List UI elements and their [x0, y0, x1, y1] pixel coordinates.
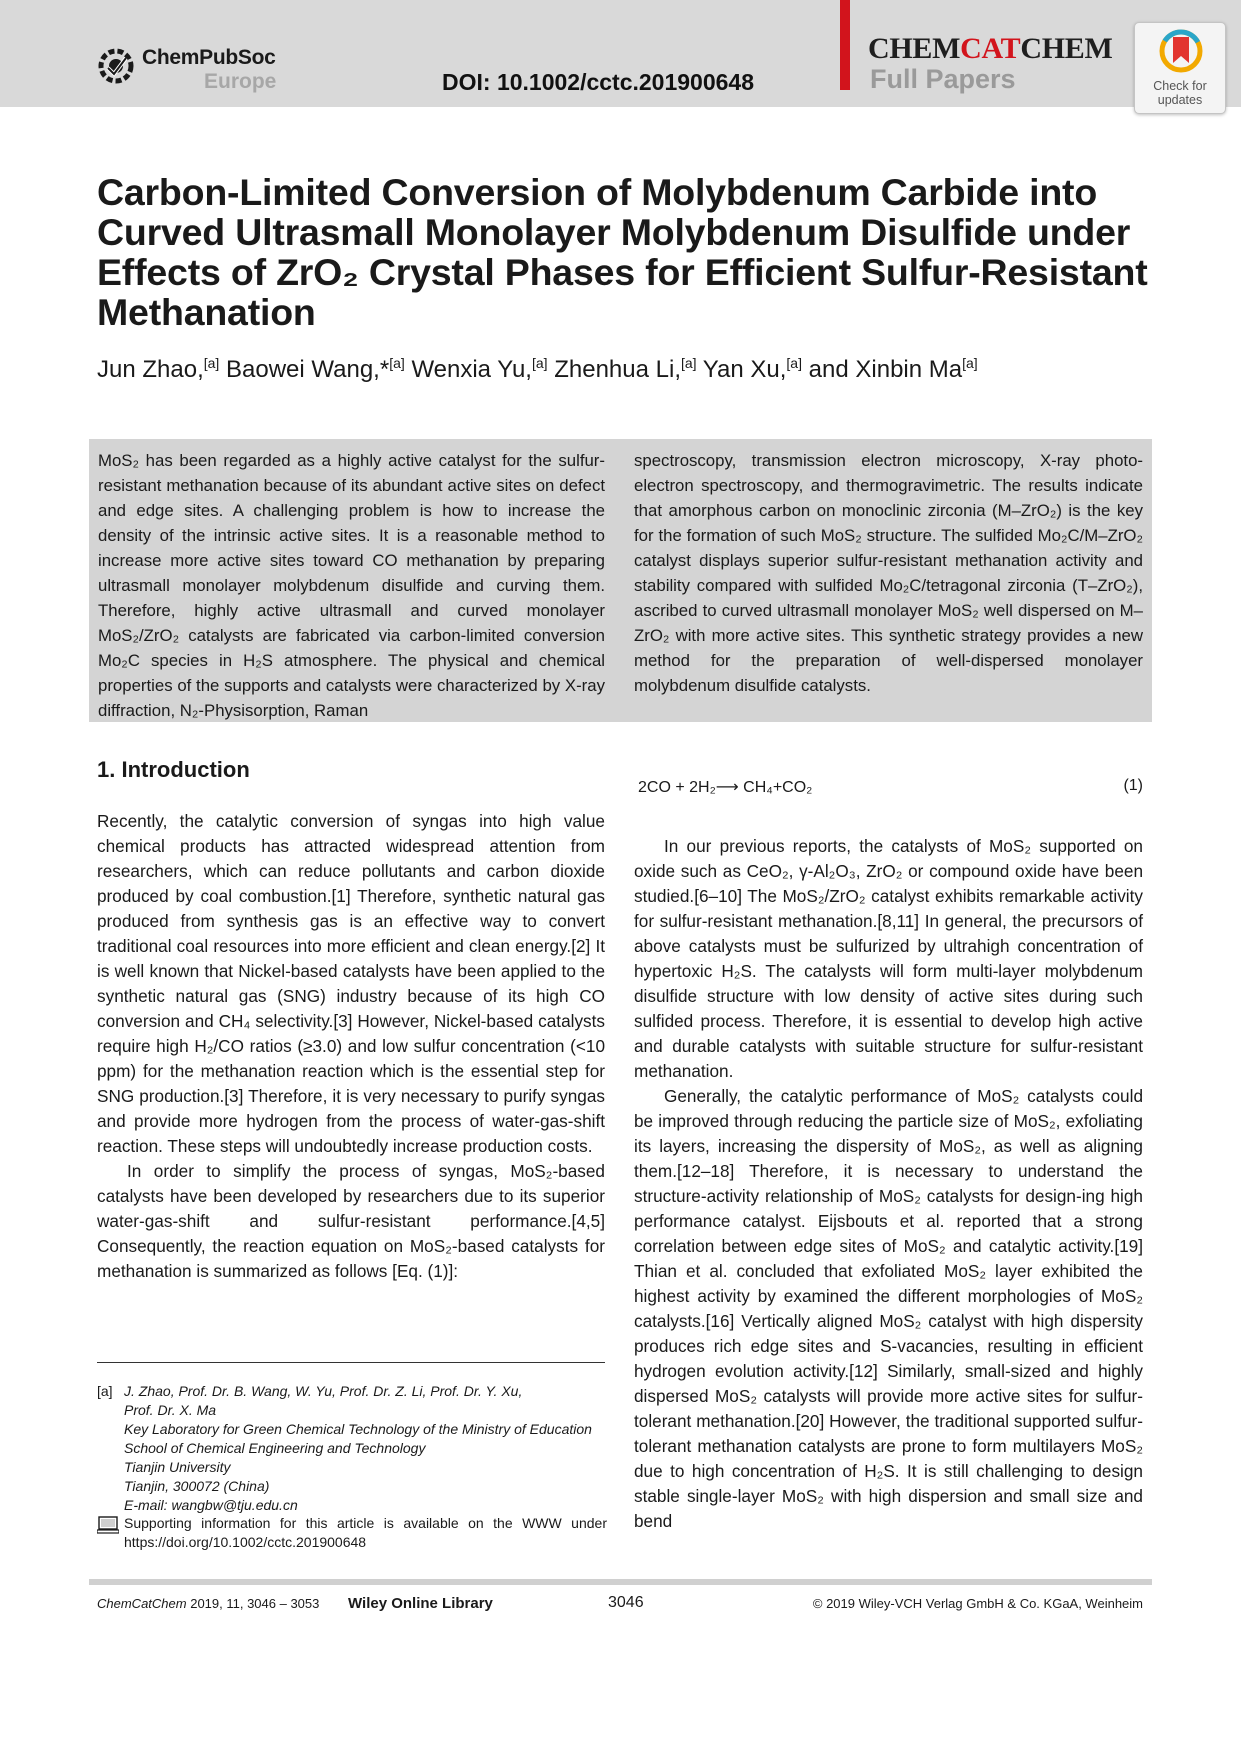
check-for-updates-label [1135, 79, 1225, 107]
abstract-left-column: MoS₂ has been regarded as a highly active catalyst for the sulfur-resistant methanation because of its abundant active sites on defect and edge sites. A challenging problem is how to increase the density of the intrinsic active sites. It is a reasonable method to increase more active sites toward CO methanation by preparing ultrasmall monolayer molybdenum disulfide and curving them. Therefore, highly active ultrasmall and curved monolayer MoS₂/ZrO₂ catalysts are fabricated via carbon-limited conversion Mo₂C species in H₂S atmosphere. The physical and chemical properties of the supports and catalysts were characterized by X-ray diffraction, N₂-Physisorption, Raman [98, 451, 605, 720]
wiley-online-library-link[interactable]: Wiley Online Library [348, 1595, 493, 1612]
article-section-type: Full Papers [870, 64, 1016, 94]
footnote-line: School of Chemical Engineering and Technology [124, 1440, 426, 1456]
article-title [97, 172, 1157, 332]
footnote-line: Tianjin University [124, 1459, 231, 1475]
journal-name-part3: CHEM [1020, 32, 1113, 65]
footer-journal-name: ChemCatChem [97, 1596, 187, 1611]
article-title-text: Carbon-Limited Conversion of Molybdenum Carbide into Curved Ultrasmall Monolayer Molybdenum Disulfide under Effects of ZrO₂ Crystal Phases for Efficient Sulfur-Resistant Methanation [97, 171, 1148, 333]
footer-citation [97, 1596, 319, 1611]
supporting-information-text[interactable]: Supporting information for this article is available on the WWW under https://doi.org/10.1002/cctc.201900648 [124, 1515, 607, 1550]
page-number: 3046 [608, 1594, 644, 1611]
footnote-line: J. Zhao, Prof. Dr. B. Wang, W. Yu, Prof. Dr. Z. Li, Prof. Dr. Y. Xu, [124, 1383, 523, 1399]
journal-accent-bar [840, 0, 850, 90]
author-list [97, 356, 978, 384]
footnote-divider [97, 1362, 605, 1363]
equation-1 [638, 777, 1143, 797]
author-affiliation: [a] [203, 355, 220, 371]
footnote-line: Prof. Dr. X. Ma [124, 1402, 217, 1418]
publisher-region: Europe [204, 70, 277, 93]
author-name: Zhenhua Li, [554, 356, 681, 383]
author-affiliation: [a] [680, 355, 697, 371]
footer-divider [89, 1579, 1152, 1585]
author-name: Jun Zhao, [97, 356, 204, 383]
check-for-updates-line2: updates [1157, 93, 1203, 107]
body-left-column [97, 809, 605, 1284]
publisher-name: ChemPubSoc [142, 46, 276, 69]
author-affiliation: [a] [531, 355, 548, 371]
body-paragraph: Generally, the catalytic performance of MoS₂ catalysts could be improved through reducing the particle size of MoS₂, exfoliating its layers, increasing the dispersity of MoS₂, as well as aligning them.[12–18] Therefore, it is necessary to understand the structure-activity relationship of MoS₂ catalysts for design-ing high performance catalyst. Eijsbouts et al. reported that a strong correlation between edge sites of MoS₂ and catalytic activity.[19] Thian et al. concluded that exfoliated MoS₂ layer exhibited the highest activity by examined the different morphologies of MoS₂ catalysts.[16] Vertically aligned MoS₂ catalyst with high dispersity produces rich edge sites and S-vacancies, resulting in efficient hydrogen evolution activity.[12] Similarly, small-sized and highly dispersed MoS₂ catalysts will provide more active sites for sulfur-tolerant methanation.[20] However, the traditional supported sulfur-tolerant methanation catalysts are prone to form multilayers MoS₂ due to high concentration of H₂S. It is still challenging to design stable single-layer MoS₂ with high dispersion and small size and bend [634, 1086, 1143, 1531]
footnote-tag: [a] [97, 1383, 113, 1399]
check-for-updates-button[interactable] [1134, 22, 1226, 114]
section-heading-introduction: 1. Introduction [97, 757, 250, 782]
journal-name[interactable] [868, 32, 1113, 66]
author-affiliation: [a] [962, 355, 978, 371]
footnote-email[interactable]: E-mail: wangbw@tju.edu.cn [124, 1497, 298, 1513]
body-right-column [634, 834, 1143, 1534]
body-paragraph: In our previous reports, the catalysts of MoS₂ supported on oxide such as CeO₂, γ-Al₂O₃, ZrO₂ or compound oxide have been studied.[6–10] The MoS₂/ZrO₂ catalyst exhibits remarkable activity for sulfur-resistant methanation.[8,11] In general, the precursors of above catalysts must be sulfurized by ultrahigh concentration of hypertoxic H₂S. The catalysts will form multi-layer molybdenum disulfide structure with low density of active sites during such sulfided process. Therefore, it is essential to develop high active and durable catalysts with suitable structure for sulfur-resistant methanation. [634, 836, 1143, 1081]
doi-label[interactable]: DOI: 10.1002/cctc.201900648 [442, 69, 755, 95]
author-affiliation: [a] [389, 355, 405, 371]
author-name: Wenxia Yu, [411, 356, 532, 383]
abstract-right-column: spectroscopy, transmission electron microscopy, X-ray photo-electron spectroscopy, and thermogravimetric. The results indicate that amorphous carbon on monoclinic zirconia (M–ZrO₂) is the key for the formation of such MoS₂ structure. The sulfided Mo₂C/M–ZrO₂ catalyst displays superior sulfur-resistant methanation activity and stability compared with sulfided Mo₂C/tetragonal zirconia (T–ZrO₂), ascribed to curved ultrasmall monolayer MoS₂ well dispersed on M–ZrO₂ with more active sites. This synthetic strategy provides a new method for the preparation of well-dispersed monolayer molybdenum disulfide catalysts. [634, 451, 1143, 695]
body-paragraph: In order to simplify the process of syngas, MoS₂-based catalysts have been developed by researchers due to its superior water-gas-shift and sulfur-resistant performance.[4,5] Consequently, the reaction equation on MoS₂-based catalysts for methanation is summarized as follows [Eq. (1)]: [97, 1161, 605, 1281]
footer-citation-details: 2019, 11, 3046 – 3053 [190, 1596, 320, 1611]
footnote-line: Tianjin, 300072 (China) [124, 1478, 270, 1494]
equation-text: 2CO + 2H₂⟶ CH₄+CO₂ [638, 779, 813, 796]
author-name: Baowei Wang,* [225, 356, 390, 383]
chempubsoc-logo-icon [96, 46, 136, 86]
equation-number: (1) [1123, 777, 1143, 794]
body-paragraph: Recently, the catalytic conversion of syngas into high value chemical products has attracted widespread attention from researchers, which can reduce pollutants and carbon dioxide produced by coal combustion.[1] Therefore, synthetic natural gas produced from synthesis gas is an effective way to convert traditional coal resources into more efficient and clean energy.[2] It is well known that Nickel-based catalysts have been applied to the synthetic natural gas (SNG) industry because of its high CO conversion and CH₄ selectivity.[3] However, Nickel-based catalysts require high H₂/CO ratios (≥3.0) and low sulfur concentration (<10 ppm) for the methanation reaction which is the essential step for SNG production.[3] Therefore, it is very necessary to purify syngas and provide more hydrogen from the process of water-gas-shift reaction. These steps will undoubtedly increase production costs. [97, 811, 605, 1156]
publisher-logo[interactable] [96, 44, 296, 96]
abstract-box [89, 439, 1152, 722]
check-for-updates-line1: Check for [1153, 79, 1207, 93]
page-header [0, 0, 1241, 107]
author-name: and Xinbin Ma [808, 356, 963, 383]
journal-name-part1: CHEM [868, 32, 961, 65]
footnote-line: Key Laboratory for Green Chemical Technology of the Ministry of Education [124, 1421, 592, 1437]
journal-name-part2: CAT [960, 32, 1021, 65]
computer-icon [97, 1516, 119, 1534]
author-name: Yan Xu, [702, 356, 787, 383]
check-for-updates-icon [1159, 29, 1203, 77]
footer-copyright: © 2019 Wiley-VCH Verlag GmbH & Co. KGaA, Weinheim [812, 1596, 1143, 1611]
author-affiliation: [a] [786, 355, 802, 371]
